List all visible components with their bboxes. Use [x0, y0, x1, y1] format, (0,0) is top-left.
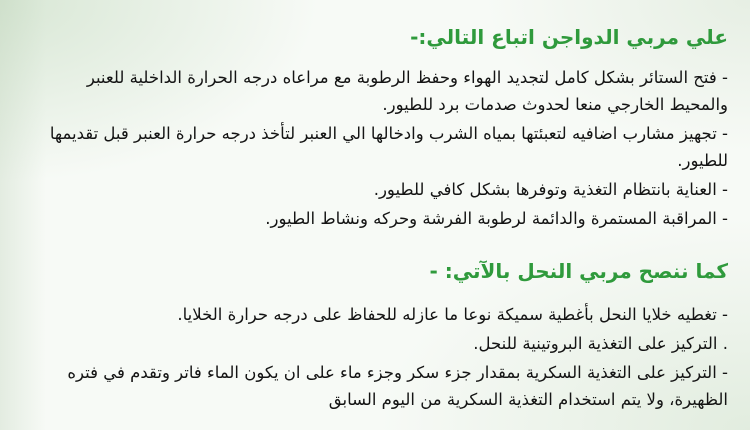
list-item: - المراقبة المستمرة والدائمة لرطوبة الفرشة وحركه ونشاط الطيور.	[265, 209, 728, 228]
list-item: - تغطيه خلايا النحل بأغطية سميكة نوعا ما عازله للحفاظ على درجه حرارة الخلايا.	[177, 305, 728, 324]
beekeeping-advice-list	[38, 301, 728, 415]
list-item: - العناية بانتظام التغذية وتوفرها بشكل كافي للطيور.	[373, 180, 728, 199]
list-item: - فتح الستائر بشكل كامل لتجديد الهواء وحفظ الرطوبة مع مراعاه درجه الحرارة الداخلية للعنبر والمحيط الخارجي منعا لحدوث صدمات برد للطيور.	[86, 68, 728, 114]
list-item: - التركيز على التغذية السكرية بمقدار جزء سكر وجزء ماء على ان يكون الماء فاتر وتقدم في فتره الظهيرة، ولا يتم استخدام التغذية السكرية من اليوم السابق	[67, 363, 728, 409]
beekeeping-heading: كما ننصح مربي النحل بالآتي: -	[429, 259, 728, 283]
list-item: . التركيز على التغذية البروتينية للنحل.	[473, 334, 728, 353]
article-body	[38, 0, 728, 430]
poultry-advice-list	[38, 64, 728, 234]
poultry-heading: علي مربي الدواجن اتباع التالي:-	[410, 25, 728, 49]
list-item: - تجهيز مشارب اضافيه لتعبئتها بمياه الشرب وادخالها الي العنبر لتأخذ درجه حرارة العنبر قبل تقديمها للطيور.	[49, 124, 728, 170]
